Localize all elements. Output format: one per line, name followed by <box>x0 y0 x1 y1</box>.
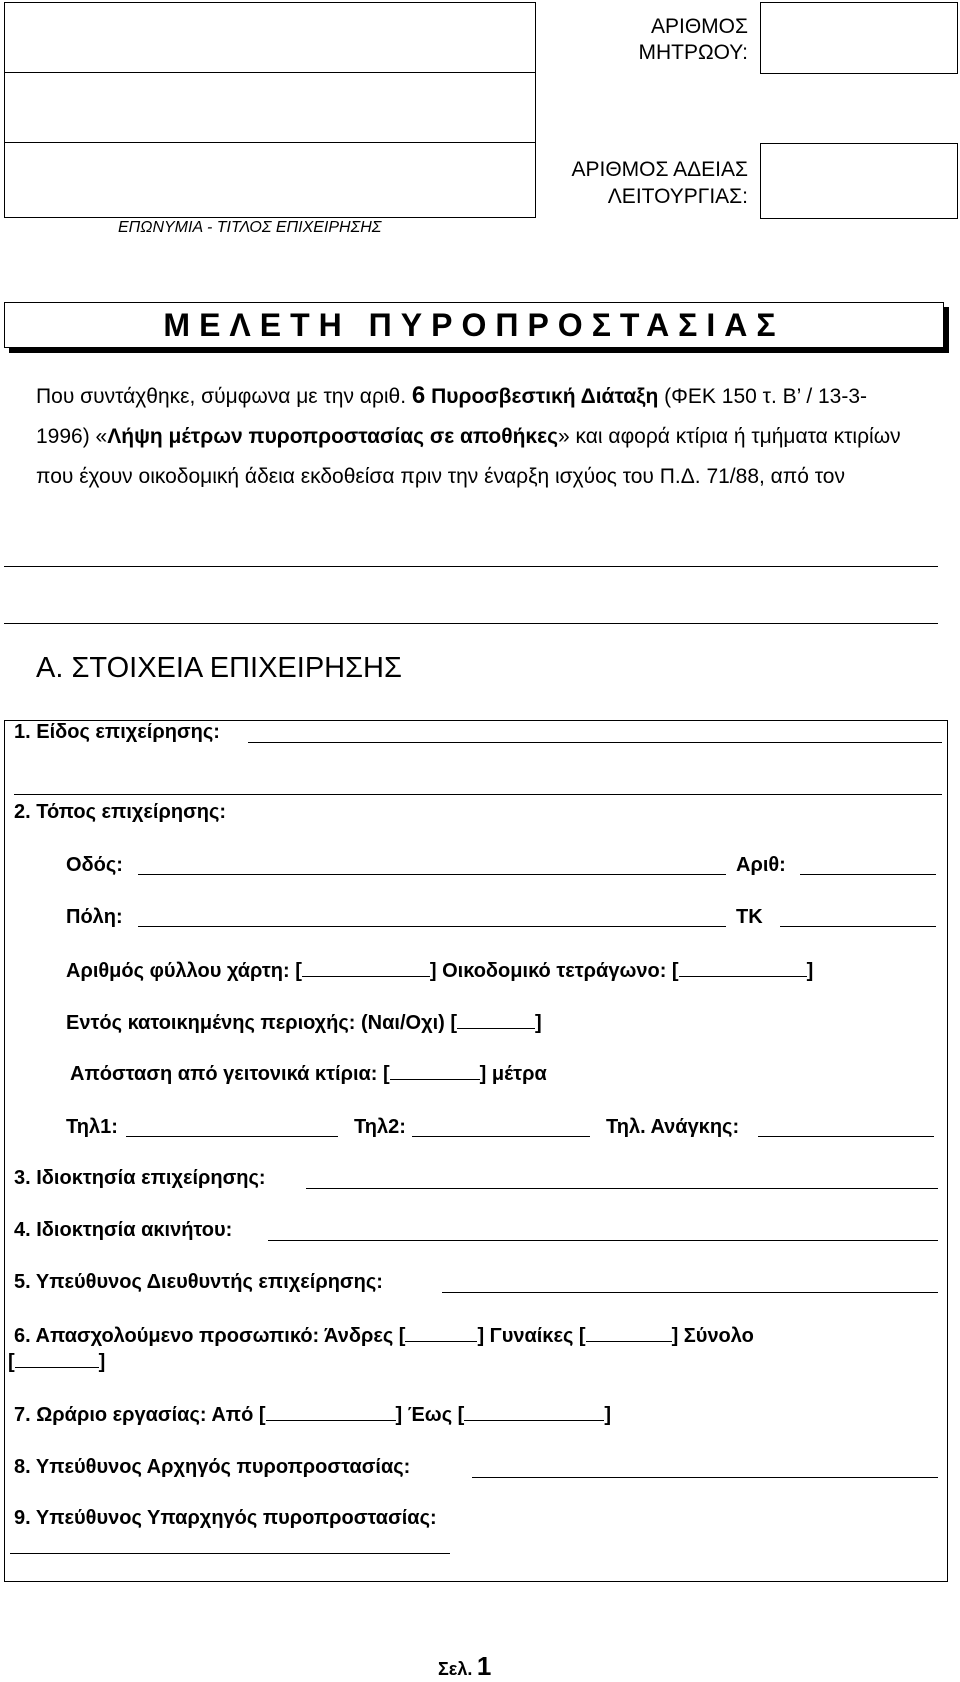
business-ownership-field[interactable] <box>306 1188 938 1189</box>
city-label: Πόλη: <box>66 906 123 928</box>
business-type-field[interactable] <box>248 742 942 743</box>
block-field[interactable] <box>679 958 807 977</box>
women-field[interactable] <box>586 1323 672 1342</box>
tel1-label: Τηλ1: <box>66 1116 118 1138</box>
business-name-divider <box>4 72 536 73</box>
business-type-field-2[interactable] <box>14 794 942 795</box>
fire-chief-field[interactable] <box>472 1477 938 1478</box>
author-line-1[interactable] <box>4 566 938 567</box>
license-number-label: ΑΡΙΘΜΟΣ ΑΔΕΙΑΣ ΛΕΙΤΟΥΡΓΙΑΣ: <box>571 158 748 208</box>
business-ownership-label: 3. Ιδιοκτησία επιχείρησης: <box>14 1167 266 1189</box>
business-name-caption: ΕΠΩΝΥΜΙΑ - ΤΙΤΛΟΣ ΕΠΙΧΕΙΡΗΣΗΣ <box>118 219 382 236</box>
city-field[interactable] <box>138 926 726 927</box>
inhabited-area-field[interactable] <box>457 1010 535 1029</box>
number-field[interactable] <box>800 874 936 875</box>
page-number: Σελ. 1 <box>438 1651 492 1681</box>
total-field[interactable] <box>15 1349 99 1368</box>
section-a-heading: Α. ΣΤΟΙΧΕΙΑ ΕΠΙΧΕΙΡΗΣΗΣ <box>36 652 402 684</box>
business-name-divider <box>4 142 536 143</box>
business-type-label: 1. Είδος επιχείρησης: <box>14 721 220 743</box>
number-label: Αριθ: <box>736 854 786 876</box>
property-ownership-label: 4. Ιδιοκτησία ακινήτου: <box>14 1219 233 1241</box>
registry-number-field[interactable] <box>760 2 958 74</box>
author-line-2[interactable] <box>4 623 938 624</box>
staff-total-row: [ ] <box>8 1351 106 1373</box>
business-name-box[interactable] <box>4 2 536 218</box>
tel2-label: Τηλ2: <box>354 1116 406 1138</box>
page-title: ΜΕΛΕΤΗ ΠΥΡΟΠΡΟΣΤΑΣΙΑΣ <box>163 306 785 343</box>
registry-number-label: ΑΡΙΘΜΟΣ ΜΗΤΡΩΟΥ: <box>638 15 748 64</box>
intro-paragraph: Που συντάχθηκε, σύμφωνα με την αριθ. 6 Πυροσβεστική Διάταξη (ΦΕΚ 150 τ. Β’ / 13-3-1996) «Λήψη μέτρων πυροπροστασίας σε αποθήκες» και αφορά κτίρια ή τμήματα κτιρίων που έχουν οικοδομική άδεια εκδοθείσα πριν την έναρξη ισχύος του Π.Δ. 71/88, από τον <box>36 382 901 488</box>
men-field[interactable] <box>405 1323 477 1342</box>
staff-row: 6. Απασχολούμενο προσωπικό: Άνδρες [ ] Γυναίκες [ ] Σύνολο <box>14 1325 754 1347</box>
emergency-tel-label: Τηλ. Ανάγκης: <box>606 1116 740 1138</box>
map-sheet-field[interactable] <box>302 958 430 977</box>
deputy-fire-chief-label: 9. Υπεύθυνος Υπαρχηγός πυροπροστασίας: <box>14 1507 437 1529</box>
business-location-label: 2. Τόπος επιχείρησης: <box>14 801 227 823</box>
hours-from-field[interactable] <box>266 1402 396 1421</box>
title-banner <box>4 302 944 348</box>
map-sheet-row: Αριθμός φύλλου χάρτη: [ ] Οικοδομικό τετράγωνο: [ ] <box>66 960 814 982</box>
street-field[interactable] <box>138 874 726 875</box>
distance-row: Απόσταση από γειτονικά κτίρια: [ ] μέτρα <box>70 1063 547 1085</box>
tel1-field[interactable] <box>126 1136 338 1137</box>
manager-label: 5. Υπεύθυνος Διευθυντής επιχείρησης: <box>14 1271 383 1293</box>
hours-to-field[interactable] <box>464 1402 604 1421</box>
deputy-fire-chief-field[interactable] <box>10 1553 450 1554</box>
license-number-field[interactable] <box>760 143 958 219</box>
postal-code-field[interactable] <box>780 926 936 927</box>
distance-field[interactable] <box>390 1061 480 1080</box>
working-hours-row: 7. Ωράριο εργασίας: Από [ ] Έως [ ] <box>14 1404 611 1426</box>
emergency-tel-field[interactable] <box>758 1136 934 1137</box>
property-ownership-field[interactable] <box>268 1240 938 1241</box>
manager-field[interactable] <box>442 1292 938 1293</box>
inhabited-area-row: Εντός κατοικημένης περιοχής: (Ναι/Οχι) [ ] <box>66 1012 542 1034</box>
fire-chief-label: 8. Υπεύθυνος Αρχηγός πυροπροστασίας: <box>14 1456 411 1478</box>
section-a-frame <box>4 720 948 1582</box>
postal-code-label: ΤΚ <box>736 906 763 928</box>
street-label: Οδός: <box>66 854 123 876</box>
tel2-field[interactable] <box>412 1136 590 1137</box>
